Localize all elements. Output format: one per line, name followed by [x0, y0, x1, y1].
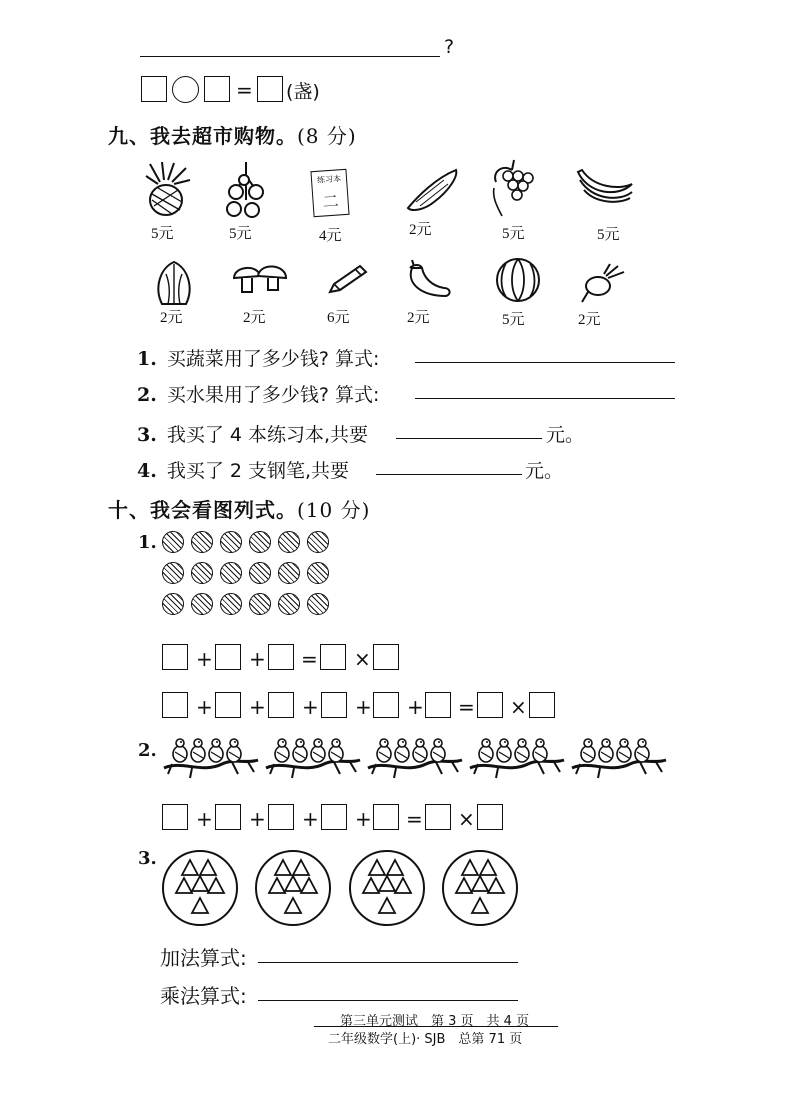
answer-box[interactable] — [373, 804, 399, 830]
answer-line[interactable] — [415, 398, 675, 399]
answer-box[interactable] — [268, 804, 294, 830]
price-label: 5元 — [597, 227, 620, 243]
answer-box[interactable] — [477, 692, 503, 718]
book-mark: 二 — [321, 191, 340, 212]
grapes-icon — [486, 158, 538, 220]
volleyball-icon — [191, 531, 213, 553]
answer-box[interactable] — [373, 644, 399, 670]
price-label: 5元 — [502, 312, 525, 328]
plus-sign: + — [249, 695, 266, 719]
question-4 — [137, 456, 349, 483]
answer-box[interactable] — [162, 804, 188, 830]
question-text: 我买了 4 本练习本,共要 — [166, 424, 369, 446]
answer-line[interactable] — [396, 438, 542, 439]
mushroom-icon — [230, 260, 290, 300]
answer-box[interactable] — [162, 692, 188, 718]
answer-box[interactable] — [529, 692, 555, 718]
times-sign: × — [510, 695, 527, 719]
plus-sign: + — [196, 695, 213, 719]
answer-line-top[interactable] — [140, 56, 440, 57]
birds-on-branch-icon — [162, 734, 260, 780]
answer-box[interactable] — [321, 692, 347, 718]
question-number: 2. — [137, 384, 157, 406]
lychee-icon — [222, 160, 272, 222]
question-number: 1. — [137, 348, 157, 370]
question-text: 买水果用了多少钱? 算式: — [166, 384, 380, 406]
plus-sign: + — [249, 807, 266, 831]
cucumber-icon — [404, 166, 460, 214]
question-1 — [137, 344, 379, 371]
triangle-circle-icon — [253, 848, 333, 928]
times-sign: × — [354, 647, 371, 671]
banana-icon — [574, 164, 636, 204]
plus-sign: + — [407, 695, 424, 719]
footer-rule — [314, 1026, 558, 1027]
volleyball-icon — [307, 562, 329, 584]
unit-label: (盏) — [286, 81, 320, 103]
volleyball-icon — [220, 531, 242, 553]
volleyball-icon — [249, 562, 271, 584]
answer-box[interactable] — [373, 692, 399, 718]
price-label: 2元 — [243, 310, 266, 326]
volleyball-icon — [220, 593, 242, 615]
operator-circle[interactable] — [172, 76, 199, 103]
price-label: 2元 — [409, 222, 432, 238]
problem-2-number: 2. — [138, 740, 157, 761]
price-label: 5元 — [151, 226, 174, 242]
price-label: 2元 — [578, 312, 601, 328]
question-number: 4. — [137, 460, 157, 482]
price-label: 4元 — [319, 228, 342, 244]
addition-label: 加法算式: — [160, 946, 247, 970]
answer-box[interactable] — [162, 644, 188, 670]
problem-3-number: 3. — [138, 848, 157, 869]
answer-line[interactable] — [376, 474, 522, 475]
section-9-heading — [108, 120, 357, 149]
footer-line-2: 二年级数学(上)· SJB 总第 71 页 — [328, 1032, 523, 1047]
volleyball-icon — [191, 593, 213, 615]
answer-box[interactable] — [215, 692, 241, 718]
section-10-heading — [108, 494, 370, 523]
question-2 — [137, 380, 379, 407]
birds-on-branch-icon — [264, 734, 362, 780]
plus-sign: + — [302, 807, 319, 831]
question-number: 3. — [137, 424, 157, 446]
watermelon-icon — [494, 256, 542, 304]
equals-sign: = — [301, 647, 318, 671]
exercise-book-icon — [310, 169, 349, 217]
volleyball-icon — [278, 562, 300, 584]
answer-box[interactable] — [477, 804, 503, 830]
footer-line-1: 第三单元测试 第 3 页 共 4 页 — [340, 1014, 530, 1029]
volleyball-icon — [220, 562, 242, 584]
plus-sign: + — [249, 647, 266, 671]
problem-1-number: 1. — [138, 532, 157, 553]
volleyball-icon — [278, 531, 300, 553]
triangle-circle-icon — [160, 848, 240, 928]
section-9-points: (8 分) — [297, 124, 357, 148]
plus-sign: + — [355, 695, 372, 719]
volleyball-icon — [249, 593, 271, 615]
answer-box[interactable] — [320, 644, 346, 670]
answer-box[interactable] — [215, 644, 241, 670]
answer-box[interactable] — [425, 692, 451, 718]
section-10-title: 十、我会看图列式。 — [108, 498, 297, 522]
answer-box[interactable] — [268, 644, 294, 670]
answer-box[interactable] — [141, 76, 167, 102]
eggplant-icon — [404, 256, 454, 300]
volleyball-icon — [162, 531, 184, 553]
question-text: 我买了 2 支钢笔,共要 — [166, 460, 350, 482]
answer-box[interactable] — [215, 804, 241, 830]
multiplication-label: 乘法算式: — [160, 984, 247, 1008]
volleyball-icon — [162, 562, 184, 584]
birds-on-branch-icon — [366, 734, 464, 780]
unit-suffix: 元。 — [525, 460, 564, 482]
plus-sign: + — [196, 807, 213, 831]
price-label: 5元 — [229, 226, 252, 242]
birds-on-branch-icon — [570, 734, 668, 780]
volleyball-icon — [191, 562, 213, 584]
radish-icon — [578, 262, 626, 306]
volleyball-icon — [307, 593, 329, 615]
plus-sign: + — [196, 647, 213, 671]
equals-sign: = — [406, 807, 423, 831]
triangle-circle-icon — [440, 848, 520, 928]
triangle-circle-icon — [347, 848, 427, 928]
section-10-points: (10 分) — [297, 498, 371, 522]
pen-icon — [326, 262, 370, 296]
price-label: 6元 — [327, 310, 350, 326]
equals-sign: = — [236, 78, 253, 102]
volleyball-icon — [307, 531, 329, 553]
volleyball-icon — [278, 593, 300, 615]
answer-line[interactable] — [415, 362, 675, 363]
pineapple-icon — [142, 160, 194, 218]
price-label: 2元 — [160, 310, 183, 326]
book-label: 练习本 — [316, 174, 342, 185]
price-label: 2元 — [407, 310, 430, 326]
plus-sign: + — [302, 695, 319, 719]
answer-box[interactable] — [321, 804, 347, 830]
times-sign: × — [458, 807, 475, 831]
question-mark: ? — [444, 36, 455, 58]
answer-box[interactable] — [204, 76, 230, 102]
answer-line[interactable] — [258, 962, 518, 963]
volleyball-icon — [162, 593, 184, 615]
answer-box[interactable] — [425, 804, 451, 830]
price-label: 5元 — [502, 226, 525, 242]
question-3 — [137, 420, 368, 447]
unit-suffix: 元。 — [546, 424, 585, 446]
equals-sign: = — [458, 695, 475, 719]
section-9-title: 九、我去超市购物。 — [108, 124, 297, 148]
question-text: 买蔬菜用了多少钱? 算式: — [166, 348, 380, 370]
volleyball-icon — [249, 531, 271, 553]
birds-on-branch-icon — [468, 734, 566, 780]
answer-box[interactable] — [257, 76, 283, 102]
answer-box[interactable] — [268, 692, 294, 718]
plus-sign: + — [355, 807, 372, 831]
cabbage-icon — [152, 258, 198, 308]
answer-line[interactable] — [258, 1000, 518, 1001]
